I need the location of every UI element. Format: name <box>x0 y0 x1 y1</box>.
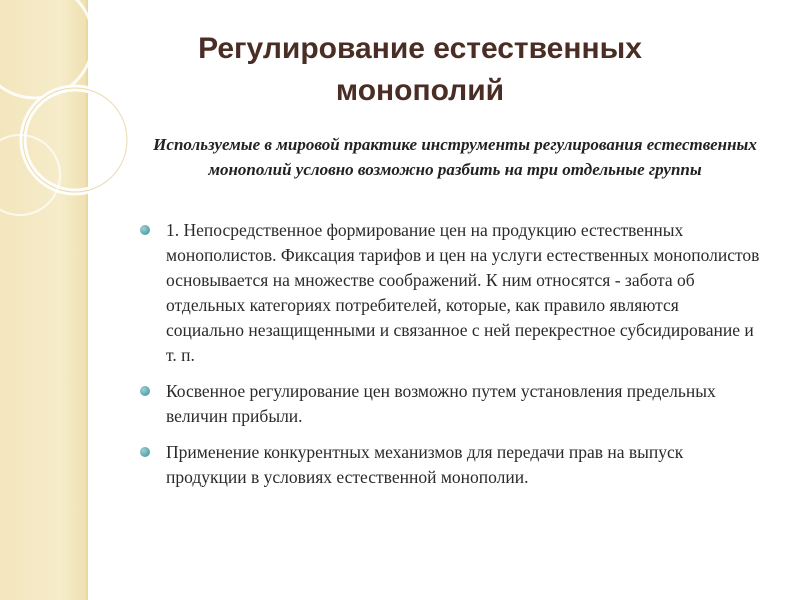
list-item-text: Косвенное регулирование цен возможно путем установления предельных величин прибыли. <box>166 381 716 426</box>
bullet-dot-icon <box>140 447 150 457</box>
bullet-dot-icon <box>140 386 150 396</box>
subtitle: Используемые в мировой практике инструменты регулирования естественных монополий условно возможно разбить на три отдельные группы <box>153 135 757 179</box>
title-line-2: монополий <box>335 74 505 107</box>
page-title <box>160 28 680 112</box>
list-item <box>140 218 760 368</box>
list-item <box>140 379 760 429</box>
title-line-1: Регулирование естественных <box>198 32 642 65</box>
list-item-text: Применение конкурентных механизмов для передачи прав на выпуск продукции в условиях естественной монополии. <box>166 442 684 487</box>
list-item-text: 1. Непосредственное формирование цен на продукцию естественных монополистов. Фиксация тарифов и цен на услуги естественных монополистов основывается на множестве соображений. К ним относятся - забота об отдельных категориях потребителей, которые, как правило являются социально незащищенными и связанное с ней перекрестное субсидирование и т. п. <box>166 220 760 365</box>
list-item <box>140 440 760 490</box>
bullet-list <box>140 218 760 501</box>
bullet-dot-icon <box>140 225 150 235</box>
